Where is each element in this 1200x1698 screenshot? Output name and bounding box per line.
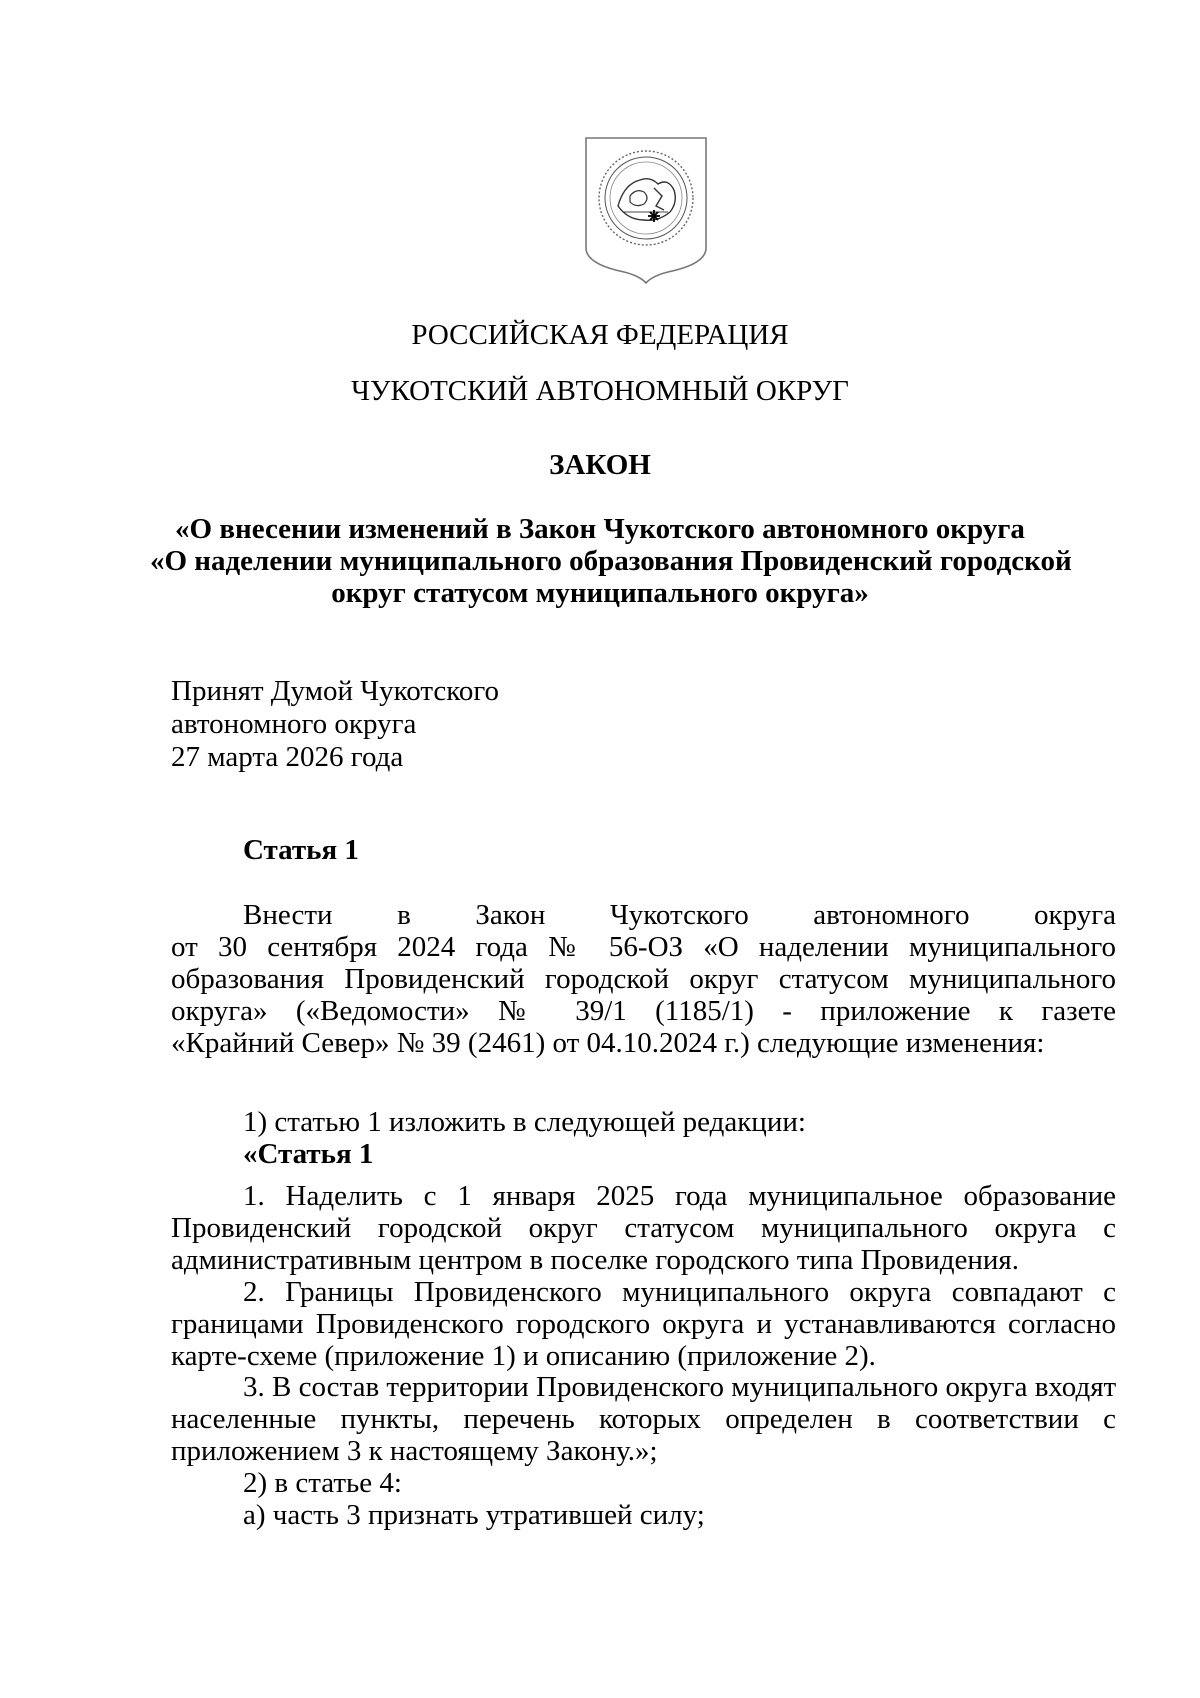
country-name: РОССИЙСКАЯ ФЕДЕРАЦИЯ <box>411 319 789 351</box>
amendment-item-2 <box>171 1467 1116 1531</box>
paragraph-line: 1. Наделить с 1 января 2025 года муниципальное образование <box>243 1180 1116 1212</box>
paragraph-line: округа» («Ведомости» № 39/1 (1185/1) - приложение к газете <box>171 995 1116 1027</box>
paragraph-line: «Крайний Север» № 39 (2461) от 04.10.2024 г.) следующие изменения: <box>171 1027 1045 1059</box>
adoption-line: Принят Думой Чукотского <box>171 675 500 707</box>
law-title-line: округ статусом муниципального округа» <box>331 577 869 609</box>
paragraph-line: Провиденский городской округ статусом муниципального округа с <box>171 1212 1116 1244</box>
adoption-line: автономного округа <box>171 708 417 740</box>
coat-of-arms-emblem <box>584 136 708 284</box>
paragraph-line: административным центром в поселке городского типа Провидения. <box>171 1244 1020 1276</box>
amendment-item-line: 2) в статье 4: <box>243 1467 402 1499</box>
article-heading: Статья 1 <box>243 834 359 866</box>
paragraph-line: карте-схеме (приложение 1) и описанию (приложение 2). <box>171 1340 876 1372</box>
quoted-article-heading: «Статья 1 <box>243 1138 374 1170</box>
point-2-paragraph <box>171 1276 1116 1372</box>
region-name: ЧУКОТСКИЙ АВТОНОМНЫЙ ОКРУГ <box>351 375 849 407</box>
paragraph-line: Внести в Закон Чукотского автономного округа <box>243 899 1116 931</box>
point-1-paragraph <box>171 1180 1116 1276</box>
law-title <box>150 513 1072 609</box>
paragraph-line: границами Провиденского городского округа и устанавливаются согласно <box>171 1308 1116 1340</box>
paragraph-line: от 30 сентября 2024 года № 56-ОЗ «О наделении муниципального <box>171 931 1116 963</box>
law-title-line: «О наделении муниципального образования Провиденский городской <box>150 545 1072 577</box>
point-3-paragraph <box>171 1371 1116 1467</box>
adoption-date: 27 марта 2026 года <box>171 741 404 773</box>
paragraph-line: 2. Границы Провиденского муниципального округа совпадают с <box>243 1276 1116 1308</box>
amendment-item-line: 1) статью 1 изложить в следующей редакции: <box>243 1106 806 1138</box>
adoption-info <box>171 675 499 774</box>
law-title-line: «О внесении изменений в Закон Чукотского автономного округа <box>175 513 1025 545</box>
paragraph-line: приложением 3 к настоящему Закону.»; <box>171 1435 658 1467</box>
amendment-subitem-line: а) часть 3 признать утратившей силу; <box>243 1499 705 1531</box>
paragraph-line: населенные пункты, перечень которых определен в соответствии с <box>171 1403 1116 1435</box>
amendment-item-1 <box>171 1106 1116 1170</box>
paragraph-line: образования Провиденский городской округ статусом муниципального <box>171 963 1116 995</box>
document-type-heading: ЗАКОН <box>549 449 651 481</box>
article-intro-paragraph <box>171 899 1116 1059</box>
paragraph-line: 3. В состав территории Провиденского муниципального округа входят <box>243 1371 1117 1403</box>
